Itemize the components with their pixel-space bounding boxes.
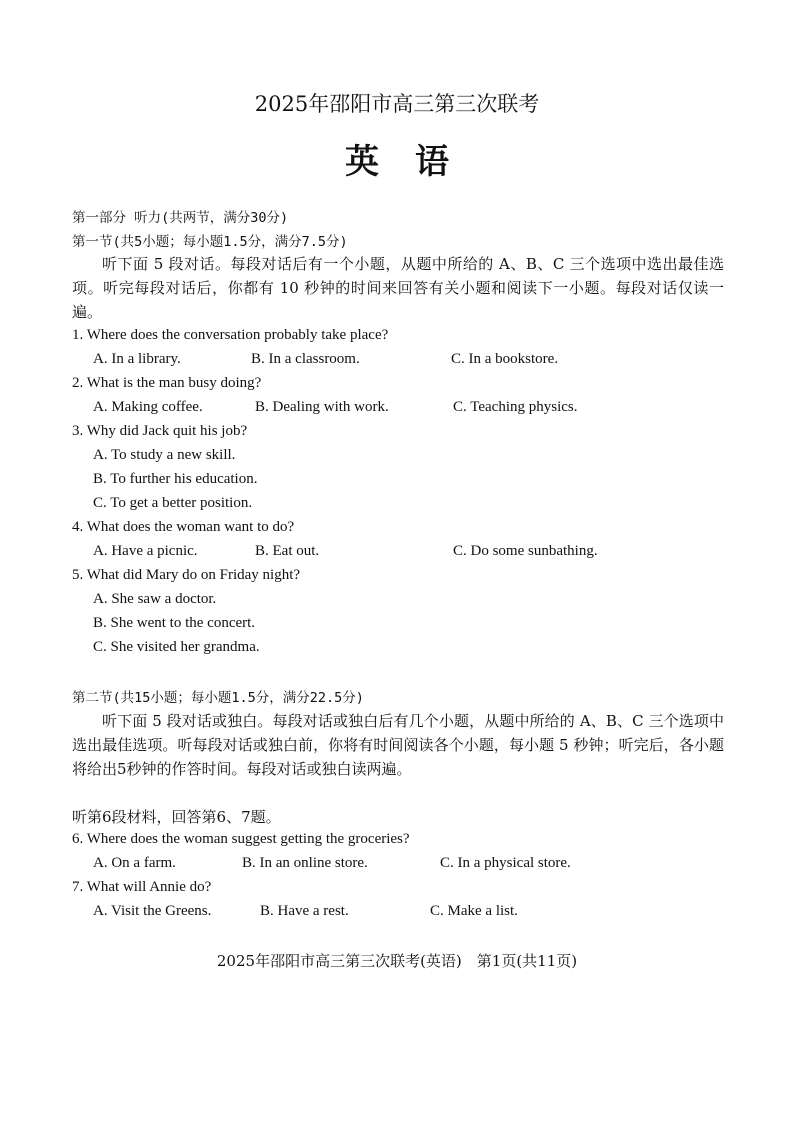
option-c: C. In a bookstore. [451, 351, 559, 367]
question-stem: 4. What does the woman want to do? [72, 519, 295, 535]
option-c: C. Make a list. [430, 903, 518, 919]
question-stem: 7. What will Annie do? [72, 879, 212, 895]
section1-heading: 第一节(共5小题；每小题1.5分，满分7.5分) [72, 234, 348, 250]
option-c: C. In a physical store. [440, 855, 571, 871]
question-stem: 1. Where does the conversation probably take place? [72, 327, 389, 343]
option-a: A. Have a picnic. [93, 543, 198, 559]
question-stem: 5. What did Mary do on Friday night? [72, 567, 301, 583]
section2-instructions: 听下面 5 段对话或独白。每段对话或独白后有几个小题，从题中所给的 A、B、C 三个选项中选出最佳选项。听每段对话或独白前，你将有时间阅读各个小题，每小题 5 秒钟；听完后，各小题将给出5秒钟的作答时间。每段对话或独白读两遍。 [72, 712, 724, 778]
material-6-instruction: 听第6段材料，回答第6、7题。 [72, 808, 281, 826]
option-b: B. Have a rest. [260, 903, 349, 919]
option-c: C. To get a better position. [93, 495, 253, 511]
option-c: C. She visited her grandma. [93, 639, 260, 655]
option-a: A. Making coffee. [93, 399, 203, 415]
option-b: B. To further his education. [93, 471, 258, 487]
subject-title: 英语 [345, 142, 485, 182]
option-b: B. Eat out. [255, 543, 320, 559]
section2-heading: 第二节(共15小题；每小题1.5分，满分22.5分) [72, 690, 364, 706]
page-footer: 2025年邵阳市高三第三次联考(英语) 第1页(共11页) [216, 952, 578, 970]
option-a: A. On a farm. [93, 855, 176, 871]
option-a: A. Visit the Greens. [93, 903, 212, 919]
option-a: A. To study a new skill. [93, 447, 236, 463]
option-a: A. In a library. [93, 351, 181, 367]
option-b: B. Dealing with work. [255, 399, 389, 415]
question-stem: 2. What is the man busy doing? [72, 375, 262, 391]
option-a: A. She saw a doctor. [93, 591, 217, 607]
part1-heading: 第一部分 听力(共两节，满分30分) [72, 210, 289, 226]
option-b: B. In an online store. [242, 855, 368, 871]
option-b: B. In a classroom. [251, 351, 360, 367]
section1-instructions: 听下面 5 段对话。每段对话后有一个小题，从题中所给的 A、B、C 三个选项中选出最佳选项。听完每段对话后，你都有 10 秒钟的时间来回答有关小题和阅读下一小题。每段对话仅读一遍。 [72, 255, 724, 321]
option-b: B. She went to the concert. [93, 615, 256, 631]
exam-title: 2025年邵阳市高三第三次联考 [254, 92, 540, 116]
question-stem: 6. Where does the woman suggest getting the groceries? [72, 831, 410, 847]
option-c: C. Do some sunbathing. [453, 543, 598, 559]
question-stem: 3. Why did Jack quit his job? [72, 423, 248, 439]
option-c: C. Teaching physics. [453, 399, 578, 415]
